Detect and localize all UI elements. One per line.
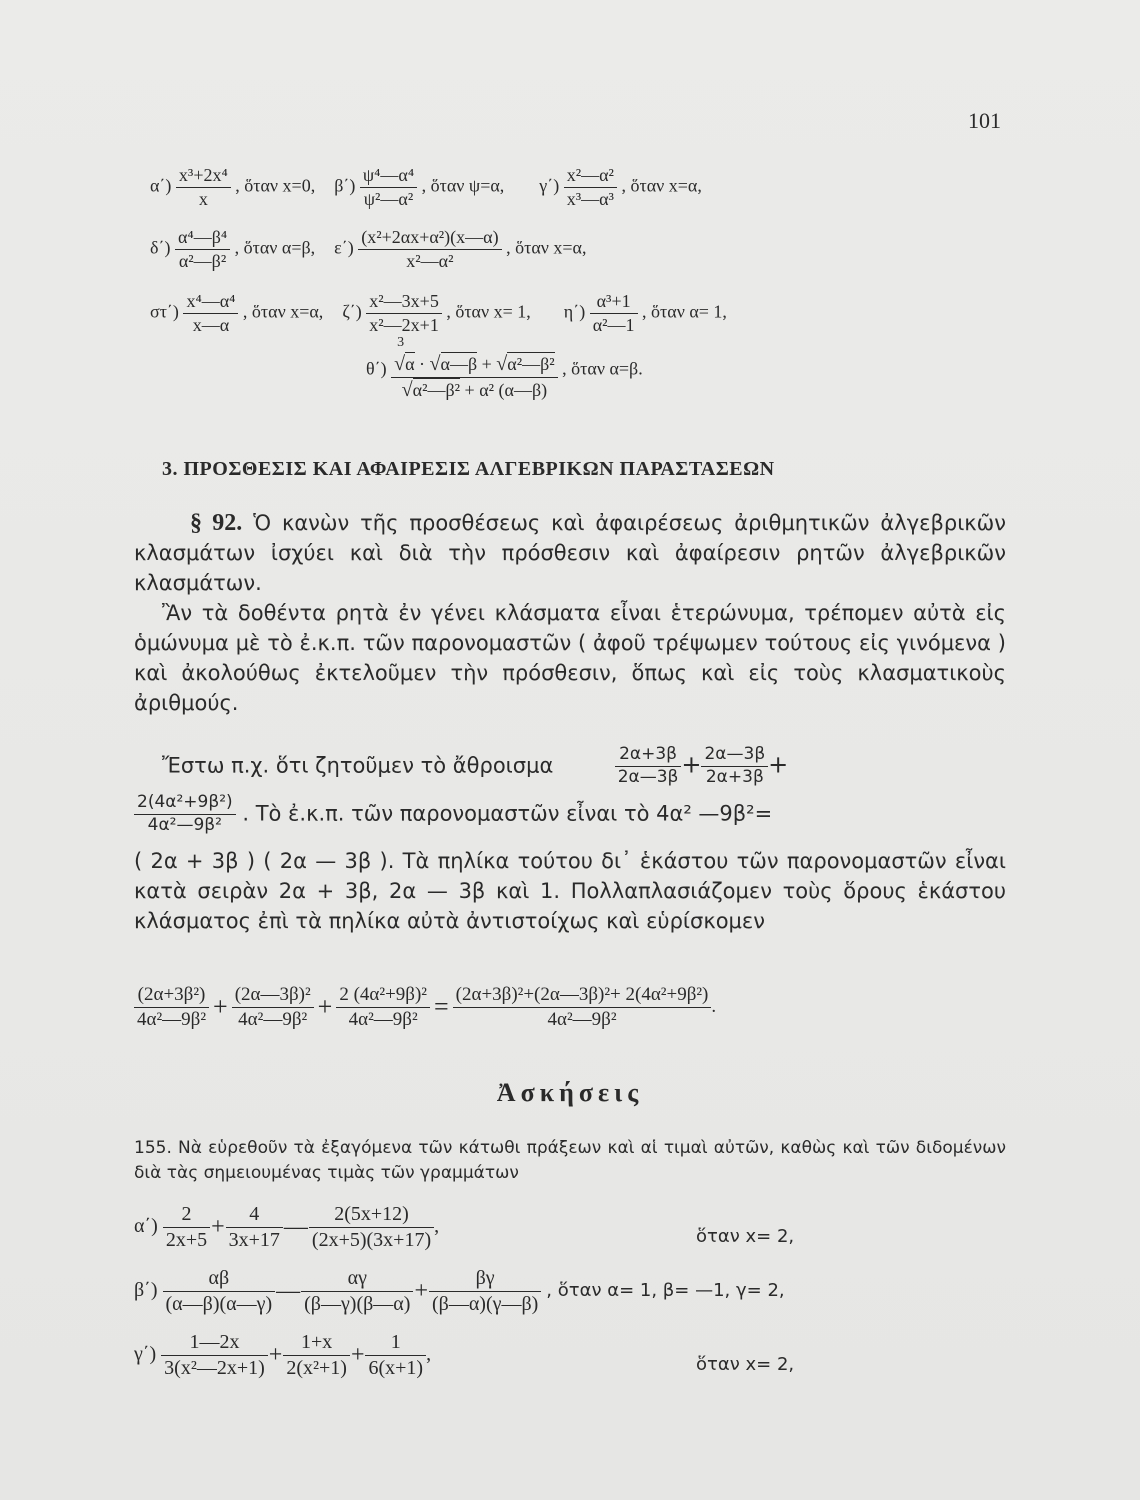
exercise-label: γ΄) bbox=[134, 1343, 157, 1366]
condition: , ὅταν α=β, bbox=[234, 237, 316, 258]
exercise-label: ε΄) bbox=[334, 237, 354, 258]
exercise-155-c-condition: ὅταν x= 2, bbox=[696, 1354, 795, 1375]
condition: , ὅταν x=α, bbox=[242, 301, 324, 322]
exercise-155-b-condition: , ὅταν α= 1, β= —1, γ= 2, bbox=[546, 1280, 785, 1302]
example-sum-line: Ἔστω π.χ. ὅτι ζητοῦμεν τὸ ἄθροισμα $\frac{2\alpha+3\beta}{2\alpha—3\beta}$ + $\frac{2\alpha—3\beta}{2\alpha+3\beta}$ + bbox=[162, 744, 789, 787]
fraction: $\frac{\text{x³+2x⁴}}{x}$ bbox=[176, 166, 231, 209]
lcm-text: . Τὸ ἐ.κ.π. τῶν παρονομαστῶν εἶναι τὸ 4α² —9β²= bbox=[242, 801, 773, 826]
paragraph-92 bbox=[134, 508, 1006, 718]
fraction: $\frac{2}{2x+5}$ bbox=[163, 1204, 210, 1251]
sum-equation: $\frac{\text{(2α+3β²)}}{\text{4α²—9β²}}$ + $\frac{\text{(2α—3β)²}}{\text{4α²—9β²}}$ + $\frac{\text{2 (4α²+9β)²}}{\text{4α²—9β²}}$ = $\frac{\text{(2α+3β)²+(2α—3β)²+ 2(4α²+9β²)}}{\text{4α²—9β²}}$ . bbox=[134, 985, 716, 1030]
exercise-label: στ΄) bbox=[150, 301, 179, 322]
fraction: $\frac{\alpha\gamma}{(\beta—\gamma)(\beta—\alpha)}$ bbox=[301, 1268, 413, 1315]
exercise-label: γ΄) bbox=[539, 175, 560, 196]
condition: , ὅταν x= 1, bbox=[446, 301, 531, 322]
exercise-155-b: β΄) $\frac{\alpha\beta}{(\alpha—\beta)(\alpha—\gamma)}$ — $\frac{\alpha\gamma}{(\beta—\gamma)(\beta—\alpha)}$ + $\frac{\beta\gamma}{(\beta—\alpha)(\gamma—\beta)}$ , ὅταν α= 1, β= —1, γ= 2, bbox=[134, 1267, 785, 1315]
fraction: $\frac{2\alpha+3\beta}{2\alpha—3\beta}$ bbox=[615, 746, 682, 787]
exercise-label: ζ΄) bbox=[342, 301, 362, 322]
exercise-155-intro: 155. Νὰ εὑρεθοῦν τὰ ἐξαγόμενα τῶν κάτωθι πράξεων καὶ αἱ τιμαὶ αὐτῶν, καθὼς καὶ τῶν διδομένων διὰ τὰς σημειουμένας τιμὰς τῶν γραμμάτων bbox=[134, 1138, 1006, 1183]
fraction: $\frac{\text{x²—α²}}{\text{x³—α³}}$ bbox=[564, 166, 617, 209]
section-heading: 3. ΠΡΟΣΘΕΣΙΣ ΚΑΙ ΑΦΑΙΡΕΣΙΣ ΑΛΓΕΒΡΙΚΩΝ ΠΑΡΑΣΤΑΣΕΩΝ bbox=[162, 458, 775, 480]
fraction: $\frac{\beta\gamma}{(\beta—\alpha)(\gamma—\beta)}$ bbox=[429, 1268, 541, 1315]
exercise-155-a-condition: ὅταν x= 2, bbox=[696, 1226, 795, 1247]
exercise-label: β΄) bbox=[334, 175, 356, 196]
fraction: $\frac{\text{α³+1}}{\text{α²—1}}$ bbox=[590, 292, 638, 335]
exercise-label: δ΄) bbox=[150, 237, 171, 258]
paragraph-text-1: Ὁ κανὼν τῆς προσθέσεως καὶ ἀφαιρέσεως ἀριθμητικῶν ἀλγεβρικῶν κλασμάτων ἰσχύει καὶ διὰ τὴν πρόσθεσιν καὶ ἀφαίρεσιν ρητῶν ἀλγεβρικῶν κλασμάτων. bbox=[134, 511, 1007, 595]
fraction: $\frac{\text{2(4α²+9β²)}}{\text{4α²—9β²}}$ bbox=[134, 794, 236, 835]
exercise-label: α΄) bbox=[134, 1215, 158, 1238]
fraction: $\frac{1+x}{\text{2(x²+1)}}$ bbox=[283, 1332, 350, 1379]
lcm-line bbox=[134, 794, 772, 835]
paragraph-number: § 92. bbox=[190, 510, 243, 536]
fraction: $\frac{\text{ψ⁴—α⁴}}{\text{ψ²—α²}}$ bbox=[360, 166, 417, 209]
cube-root-index: 3 bbox=[397, 335, 405, 350]
fraction: $\frac{\text{α⁴—β⁴}}{\text{α²—β²}}$ bbox=[175, 228, 230, 271]
fraction: $\frac{1}{6(x+1)}$ bbox=[365, 1332, 426, 1379]
paragraph-text-4: ( 2α + 3β ) ( 2α — 3β ). Τὰ πηλίκα τούτου δι᾽ ἑκάστου τῶν παρονομαστῶν εἶναι κατὰ σειρὰν 2α + 3β, 2α — 3β καὶ 1. Πολλαπλασιάζομεν τοὺς ὅρους ἑκάστου κλάσματος ἐπὶ τὰ πηλίκα αὐτὰ ἀντιστοίχως καὶ εὑρίσκομεν bbox=[134, 849, 1006, 933]
fraction: $\frac{2(5x+12)}{(2x+5)(3x+17)}$ bbox=[309, 1204, 434, 1251]
condition: , ὅταν x=α, bbox=[506, 237, 587, 258]
condition: , ὅταν α= 1, bbox=[642, 301, 727, 322]
fraction: $\frac{\text{2 (4α²+9β)²}}{\text{4α²—9β²}}$ bbox=[336, 985, 430, 1030]
top-exercise-row-2 bbox=[150, 228, 586, 271]
exercises-title: Ἀσκήσεις bbox=[496, 1078, 644, 1107]
exercise-label: θ΄) bbox=[366, 358, 387, 379]
example-text: Ἔστω π.χ. ὅτι ζητοῦμεν τὸ ἄθροισμα bbox=[162, 753, 554, 778]
fraction: $\frac{\text{(2α+3β²)}}{\text{4α²—9β²}}$ bbox=[134, 985, 209, 1030]
fraction: $\frac{1—2x}{\text{3(x²—2x+1)}}$ bbox=[161, 1332, 268, 1379]
exercise-label: β΄) bbox=[134, 1279, 158, 1302]
fraction: $\frac{\text{x⁴—α⁴}}{x—\alpha}$ bbox=[183, 292, 238, 335]
condition: , ὅταν α=β. bbox=[562, 358, 643, 379]
condition: , ὅταν x=α, bbox=[621, 175, 702, 196]
fraction: $\frac{\text{(2α+3β)²+(2α—3β)²+ 2(4α²+9β²)}}{\text{4α²—9β²}}$ bbox=[453, 985, 712, 1030]
top-exercise-row-3 bbox=[150, 292, 727, 335]
fraction: $\frac{2\alpha—3\beta}{2\alpha+3\beta}$ bbox=[701, 746, 768, 787]
fraction: $\frac{\text{x²—3x+5}}{\text{x²—2x+1}}$ bbox=[366, 292, 442, 335]
fraction: $\frac{\alpha\beta}{(\alpha—\beta)(\alpha—\gamma)}$ bbox=[163, 1268, 276, 1315]
exercise-label: α΄) bbox=[150, 175, 172, 196]
radical-fraction: 3 √α · √α—β + √α²—β² √α²—β² + α² (α—β) bbox=[391, 340, 558, 401]
fraction: $\frac{\text{(2α—3β)²}}{\text{4α²—9β²}}$ bbox=[232, 985, 314, 1030]
condition: , ὅταν ψ=α, bbox=[421, 175, 505, 196]
top-exercise-row-4 bbox=[366, 335, 643, 401]
exercise-155-a: α΄) $\frac{2}{2x+5}$ + $\frac{4}{3x+17}$ — $\frac{2(5x+12)}{(2x+5)(3x+17)}$ , bbox=[134, 1203, 440, 1251]
fraction: $\frac{4}{3x+17}$ bbox=[226, 1204, 283, 1251]
fraction: $\frac{\text{(x²+2αx+α²)(x—α)}}{\text{x²—α²}}$ bbox=[358, 228, 501, 271]
exercise-label: η΄) bbox=[563, 301, 586, 322]
top-exercise-row-1 bbox=[150, 166, 702, 209]
condition: , ὅταν x=0, bbox=[235, 175, 316, 196]
exercise-155-c: γ΄) $\frac{1—2x}{\text{3(x²—2x+1)}}$ + $\frac{1+x}{\text{2(x²+1)}}$ + $\frac{1}{6(x+1)}$ , bbox=[134, 1331, 432, 1379]
paragraph-text-2: Ἂν τὰ δοθέντα ρητὰ ἐν γένει κλάσματα εἶναι ἑτερώνυμα, τρέπομεν αὐτὰ εἰς ὁμώνυμα μὲ τὸ ἐ.κ.π. τῶν παρονομαστῶν ( ἀφοῦ τρέψωμεν τούτους εἰς γινόμενα ) καὶ ἀκολούθως ἐκτελοῦμεν τὴν πρόσθεσιν, ὅπως καὶ εἰς τοὺς κλασματικοὺς ἀριθμούς. bbox=[134, 601, 1006, 715]
page-number: 101 bbox=[968, 108, 1001, 133]
